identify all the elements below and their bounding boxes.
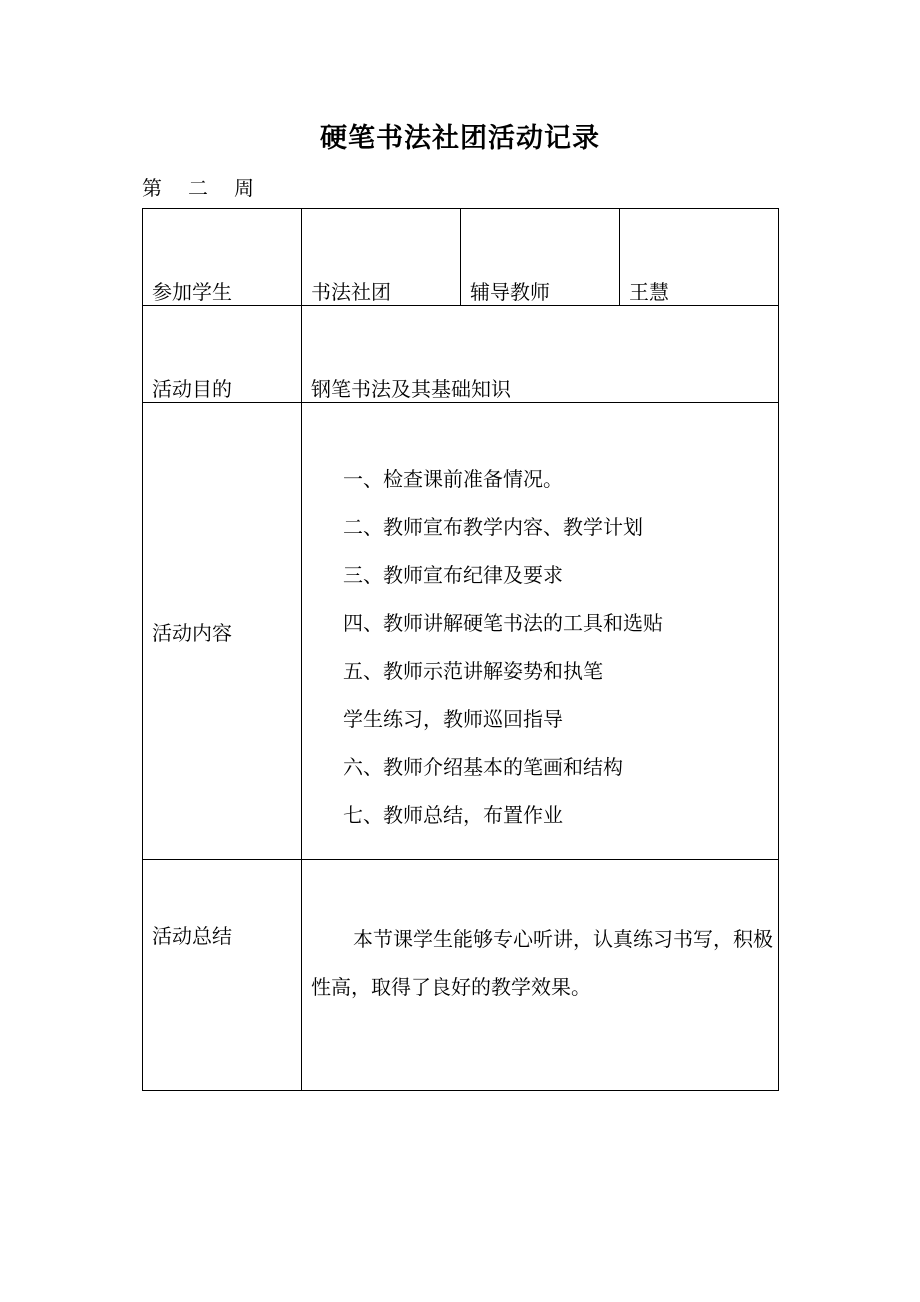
content-cell [302, 403, 779, 860]
list-item: 六、教师介绍基本的笔画和结构 [343, 755, 623, 779]
teacher-label: 辅导教师 [461, 209, 620, 306]
week-label [142, 172, 254, 201]
activity-record-table [142, 208, 779, 1091]
list-item: 五、教师示范讲解姿势和执笔 [343, 659, 603, 683]
content-list [311, 455, 778, 839]
week-suffix: 周 [234, 176, 254, 200]
list-item: 三、教师宣布纪律及要求 [343, 563, 563, 587]
list-item: 四、教师讲解硬笔书法的工具和选贴 [343, 611, 663, 635]
teacher-value: 王慧 [620, 209, 779, 306]
table-row-summary [143, 860, 779, 1091]
list-item: 学生练习，教师巡回指导 [343, 707, 563, 731]
participants-value: 书法社团 [302, 209, 461, 306]
table-row-purpose [143, 306, 779, 403]
week-prefix: 第 [142, 176, 162, 200]
list-item: 七、教师总结，布置作业 [343, 803, 563, 827]
list-item: 二、教师宣布教学内容、教学计划 [343, 515, 643, 539]
summary-label: 活动总结 [143, 860, 302, 1091]
participants-label: 参加学生 [143, 209, 302, 306]
content-label: 活动内容 [143, 403, 302, 860]
summary-cell [302, 860, 779, 1091]
list-item: 一、检查课前准备情况。 [343, 467, 563, 491]
table-row-content [143, 403, 779, 860]
table-row-participants [143, 209, 779, 306]
summary-text: 本节课学生能够专心听讲，认真练习书写，积极性高，取得了良好的教学效果。 [311, 927, 773, 999]
purpose-label: 活动目的 [143, 306, 302, 403]
week-number: 二 [188, 176, 208, 200]
purpose-value: 钢笔书法及其基础知识 [302, 306, 779, 403]
page-title: 硬笔书法社团活动记录 [320, 123, 600, 154]
